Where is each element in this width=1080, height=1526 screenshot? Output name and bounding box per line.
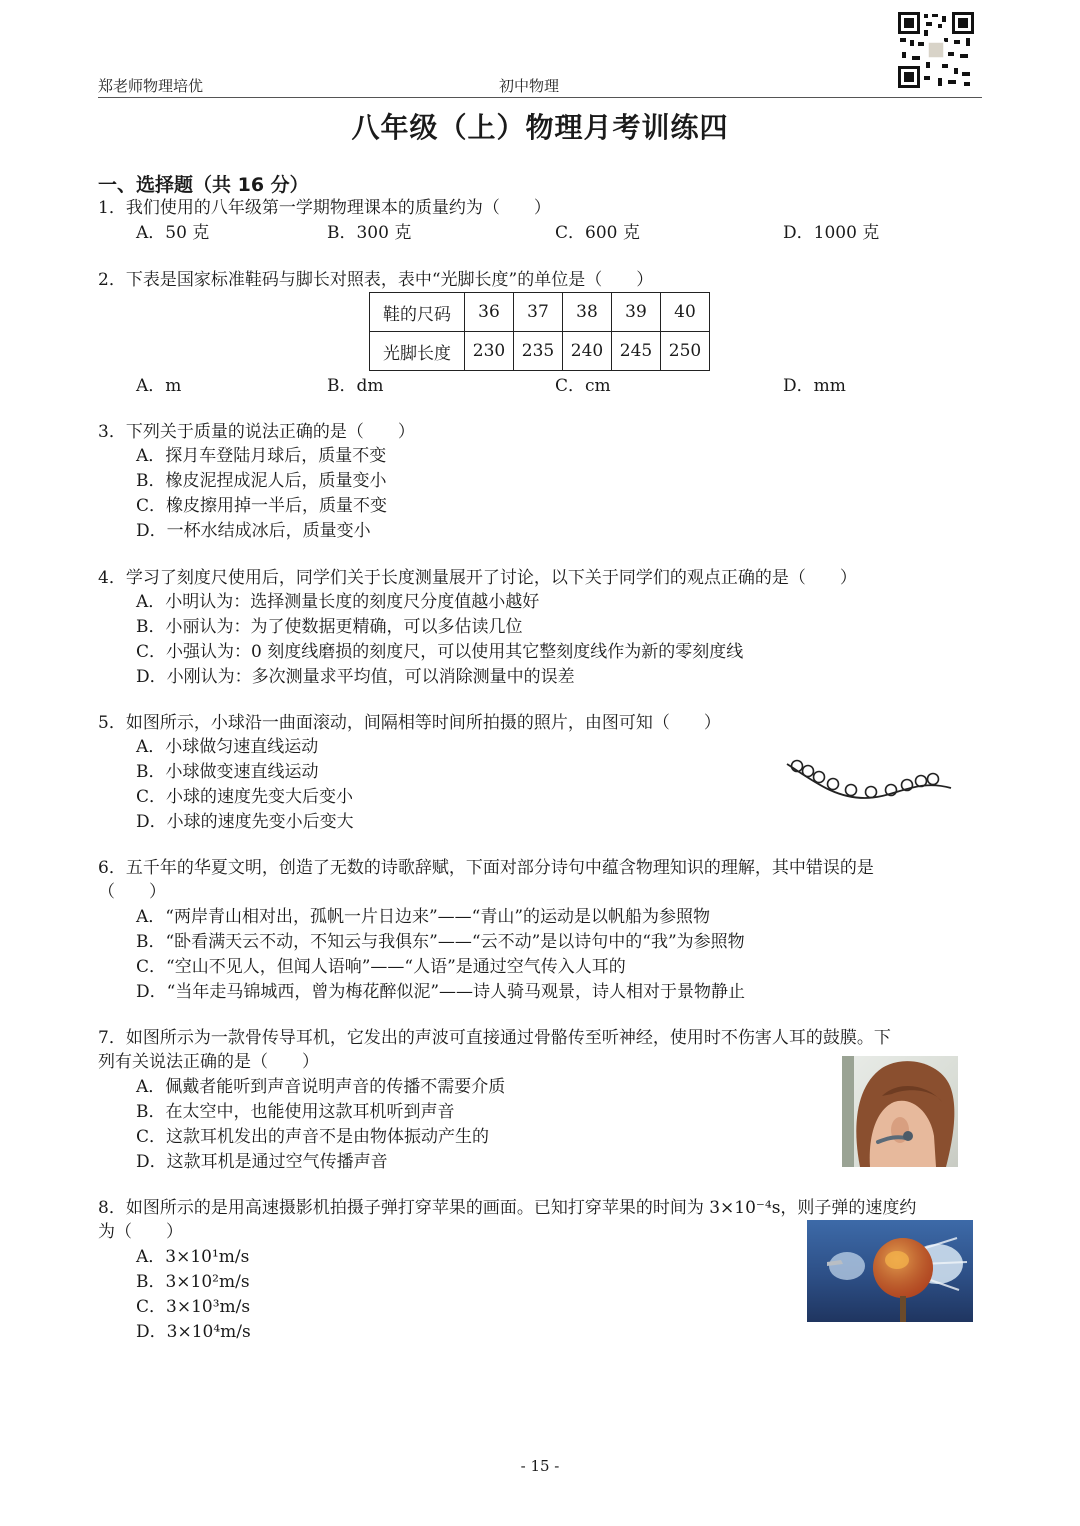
question-stem: 1．我们使用的八年级第一学期物理课本的质量约为（ ） [98,198,551,218]
table-cell: 245 [612,332,661,371]
table-row [370,293,710,332]
option-c: C．600 克 [555,223,640,243]
option-b: B．dm [327,376,384,396]
page-title: 八年级（上）物理月考训练四 [351,111,729,144]
option-d: D．3×10⁴m/s [136,1322,251,1342]
option-c: C．3×10³m/s [136,1297,251,1317]
option-b: B．小球做变速直线运动 [136,762,319,782]
header-left: 郑老师物理培优 [98,77,204,95]
question-stem-continued: 列有关说法正确的是（ ） [98,1052,319,1072]
option-d: D．1000 克 [783,223,880,243]
question-stem: 6．五千年的华夏文明，创造了无数的诗歌辞赋，下面对部分诗句中蕴含物理知识的理解，其中错误的是 [98,858,874,878]
option-b: B．300 克 [327,223,412,243]
option-a: A．探月车登陆月球后，质量不变 [136,446,387,466]
question-stem-continued: 为（ ） [98,1222,183,1242]
option-a: A．50 克 [136,223,210,243]
table-cell: 37 [514,293,563,332]
question-stem: 8．如图所示的是用高速摄影机拍摄子弹打穿苹果的画面。已知打穿苹果的时间为 3×10⁻⁴s，则子弹的速度约 [98,1198,917,1218]
bullet-apple-photo [807,1220,973,1322]
option-c: C．小球的速度先变大后变小 [136,787,354,807]
option-d: D．小刚认为：多次测量求平均值，可以消除测量中的误差 [136,667,575,687]
option-b: B．“卧看满天云不动，不知云与我俱东”——“云不动”是以诗句中的“我”为参照物 [136,932,745,952]
option-b: B．小丽认为：为了使数据更精确，可以多估读几位 [136,617,523,637]
question-stem-continued: （ ） [98,882,166,902]
header-center: 初中物理 [499,77,560,95]
table-cell: 250 [661,332,710,371]
option-b: B．3×10²m/s [136,1272,250,1292]
table-cell: 鞋的尺码 [370,293,465,332]
section-heading: 一、选择题（共 16 分） [98,174,309,196]
option-b: B．在太空中，也能使用这款耳机听到声音 [136,1102,455,1122]
option-c: C．小强认为：0 刻度线磨损的刻度尺，可以使用其它整刻度线作为新的零刻度线 [136,642,744,662]
rolling-ball-figure [785,752,955,806]
question-stem: 7．如图所示为一款骨传导耳机，它发出的声波可直接通过骨骼传至听神经，使用时不伤害人耳的鼓膜。下 [98,1028,891,1048]
question-stem: 4．学习了刻度尺使用后，同学们关于长度测量展开了讨论，以下关于同学们的观点正确的是（ ） [98,568,857,588]
table-cell: 38 [563,293,612,332]
option-d: D．小球的速度先变小后变大 [136,812,354,832]
table-cell: 光脚长度 [370,332,465,371]
option-c: C．“空山不见人，但闻人语响”——“人语”是通过空气传入人耳的 [136,957,626,977]
option-a: A．小明认为：选择测量长度的刻度尺分度值越小越好 [136,592,540,612]
table-cell: 235 [514,332,563,371]
question-stem: 5．如图所示，小球沿一曲面滚动，间隔相等时间所拍摄的照片，由图可知（ ） [98,713,721,733]
option-c: C．cm [555,376,611,396]
option-a: A．小球做匀速直线运动 [136,737,319,757]
option-d: D．这款耳机是通过空气传播声音 [136,1152,388,1172]
table-cell: 230 [465,332,514,371]
table-cell: 39 [612,293,661,332]
table-cell: 40 [661,293,710,332]
option-c: C．这款耳机发出的声音不是由物体振动产生的 [136,1127,490,1147]
option-a: A．m [136,376,182,396]
question-stem: 3．下列关于质量的说法正确的是（ ） [98,422,415,442]
option-d: D．一杯水结成冰后，质量变小 [136,521,371,541]
option-a: A．3×10¹m/s [136,1247,250,1267]
table-row [370,332,710,371]
table-cell: 36 [465,293,514,332]
question-stem: 2．下表是国家标准鞋码与脚长对照表，表中“光脚长度”的单位是（ ） [98,270,654,290]
qr-code [898,12,974,88]
option-d: D．“当年走马锦城西，曾为梅花醉似泥”——诗人骑马观景，诗人相对于景物静止 [136,982,746,1002]
header-rule [98,97,982,98]
option-a: A．“两岸青山相对出，孤帆一片日边来”——“青山”的运动是以帆船为参照物 [136,907,711,927]
option-a: A．佩戴者能听到声音说明声音的传播不需要介质 [136,1077,506,1097]
option-d: D．mm [783,376,846,396]
option-b: B．橡皮泥捏成泥人后，质量变小 [136,471,387,491]
page-number: - 15 - [520,1457,560,1475]
shoe-size-table [369,292,710,371]
bone-conduction-headphone-photo [842,1056,958,1167]
table-cell: 240 [563,332,612,371]
option-c: C．橡皮擦用掉一半后，质量不变 [136,496,388,516]
